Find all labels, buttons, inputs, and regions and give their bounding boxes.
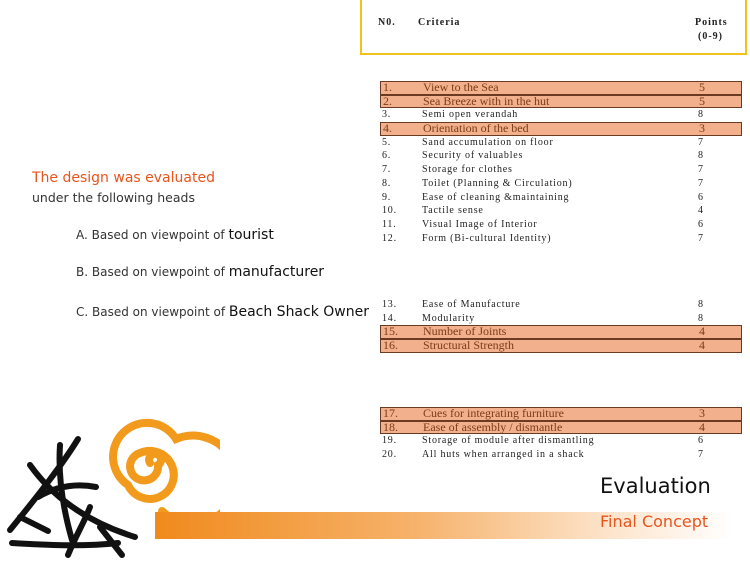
criteria-row	[380, 448, 742, 462]
criteria-row	[380, 95, 742, 109]
criteria-number: 17.	[383, 406, 398, 420]
viewpoint-emphasis: tourist	[228, 227, 274, 243]
criteria-number: 15.	[383, 324, 398, 339]
intro-title: The design was evaluated	[32, 170, 215, 186]
criteria-points: 4	[698, 205, 704, 217]
criteria-number: 2.	[383, 93, 392, 108]
criteria-label: Ease of assembly / dismantle	[423, 419, 563, 434]
criteria-number: 6.	[382, 150, 392, 162]
criteria-label: Modularity	[422, 312, 475, 324]
criteria-number: 7.	[382, 164, 392, 176]
criteria-row	[380, 407, 742, 421]
criteria-row	[380, 122, 742, 136]
criteria-label: Sea Breeze with in the hut	[423, 93, 550, 108]
criteria-points: 4	[699, 324, 705, 339]
criteria-row	[380, 298, 742, 312]
criteria-row	[380, 204, 742, 218]
criteria-points: 3	[699, 121, 705, 136]
criteria-label: Visual Image of Interior	[422, 218, 538, 230]
criteria-row	[380, 108, 742, 122]
viewpoint-prefix: B. Based on viewpoint of	[76, 265, 229, 279]
criteria-number: 9.	[382, 191, 392, 203]
criteria-label: Storage of module after dismantling	[422, 435, 595, 447]
criteria-row	[380, 149, 742, 163]
criteria-points: 8	[698, 312, 704, 324]
viewpoint-prefix: A. Based on viewpoint of	[76, 228, 229, 242]
viewpoint-tourist	[76, 227, 274, 243]
criteria-row	[380, 232, 742, 246]
criteria-points: 7	[698, 177, 704, 189]
criteria-number: 5.	[382, 136, 392, 148]
criteria-label: Cues for integrating furniture	[423, 406, 564, 420]
criteria-row	[380, 434, 742, 448]
criteria-number: 3.	[382, 109, 392, 121]
criteria-number: 13.	[382, 299, 397, 310]
criteria-group-manufacturer	[380, 298, 742, 353]
viewpoint-emphasis: Beach Shack Owner	[228, 304, 369, 320]
criteria-row	[380, 163, 742, 177]
viewpoint-prefix: C. Based on viewpoint of	[76, 305, 229, 319]
criteria-number: 8.	[382, 177, 392, 189]
criteria-row	[380, 218, 742, 232]
criteria-label: Storage for clothes	[422, 164, 513, 176]
viewpoint-shack-owner	[76, 304, 369, 320]
criteria-points: 8	[698, 109, 704, 121]
intro-subtitle: under the following heads	[32, 190, 195, 205]
criteria-group-shack-owner	[380, 407, 742, 462]
criteria-points: 4	[699, 419, 705, 434]
criteria-label: Tactile sense	[422, 205, 484, 217]
criteria-number: 16.	[383, 338, 398, 353]
criteria-label: View to the Sea	[423, 80, 499, 94]
criteria-row	[380, 339, 742, 353]
criteria-number: 1.	[383, 80, 392, 94]
criteria-number: 18.	[383, 419, 398, 434]
criteria-points: 7	[698, 232, 704, 244]
criteria-points: 6	[698, 191, 704, 203]
criteria-number: 14.	[382, 312, 397, 324]
criteria-points: 6	[698, 435, 704, 447]
header-no: N0.	[378, 17, 396, 28]
viewpoint-emphasis: manufacturer	[228, 264, 325, 280]
page-subtitle: Final Concept	[600, 512, 709, 531]
criteria-row	[380, 312, 742, 326]
criteria-number: 12.	[382, 232, 397, 244]
criteria-group-tourist	[380, 81, 742, 245]
criteria-points: 5	[699, 80, 705, 94]
criteria-row	[380, 191, 742, 205]
criteria-number: 4.	[383, 121, 392, 136]
criteria-points: 8	[698, 299, 704, 310]
criteria-label: Orientation of the bed	[423, 121, 529, 136]
criteria-points: 4	[699, 338, 705, 353]
criteria-points: 7	[698, 136, 704, 148]
criteria-points: 5	[699, 93, 705, 108]
criteria-label: Semi open verandah	[422, 109, 519, 121]
criteria-row	[380, 421, 742, 435]
viewpoint-manufacturer	[76, 264, 324, 280]
criteria-label: Sand accumulation on floor	[422, 136, 554, 148]
criteria-points: 3	[699, 406, 705, 420]
criteria-number: 20.	[382, 449, 397, 461]
criteria-points: 7	[698, 449, 704, 461]
criteria-label: Security of valuables	[422, 150, 524, 162]
header-points: Points	[695, 17, 728, 28]
page-title: Evaluation	[600, 474, 711, 498]
criteria-number: 10.	[382, 205, 397, 217]
header-criteria: Criteria	[418, 17, 461, 28]
criteria-row	[380, 136, 742, 150]
criteria-points: 7	[698, 164, 704, 176]
header-points-range: (0-9)	[698, 31, 723, 42]
table-header	[360, 0, 747, 55]
spiral-logo-icon	[0, 405, 220, 563]
criteria-points: 8	[698, 150, 704, 162]
criteria-label: Ease of cleaning &maintaining	[422, 191, 570, 203]
criteria-row	[380, 325, 742, 339]
criteria-label: Toilet (Planning & Circulation)	[422, 177, 573, 189]
criteria-points: 6	[698, 218, 704, 230]
criteria-label: Structural Strength	[423, 338, 514, 353]
criteria-number: 19.	[382, 435, 397, 447]
criteria-row	[380, 177, 742, 191]
criteria-label: Number of Joints	[423, 324, 507, 339]
criteria-row	[380, 81, 742, 95]
criteria-label: Form (Bi-cultural Identity)	[422, 232, 552, 244]
criteria-number: 11.	[382, 218, 397, 230]
criteria-label: All huts when arranged in a shack	[422, 449, 585, 461]
criteria-label: Ease of Manufacture	[422, 299, 521, 310]
